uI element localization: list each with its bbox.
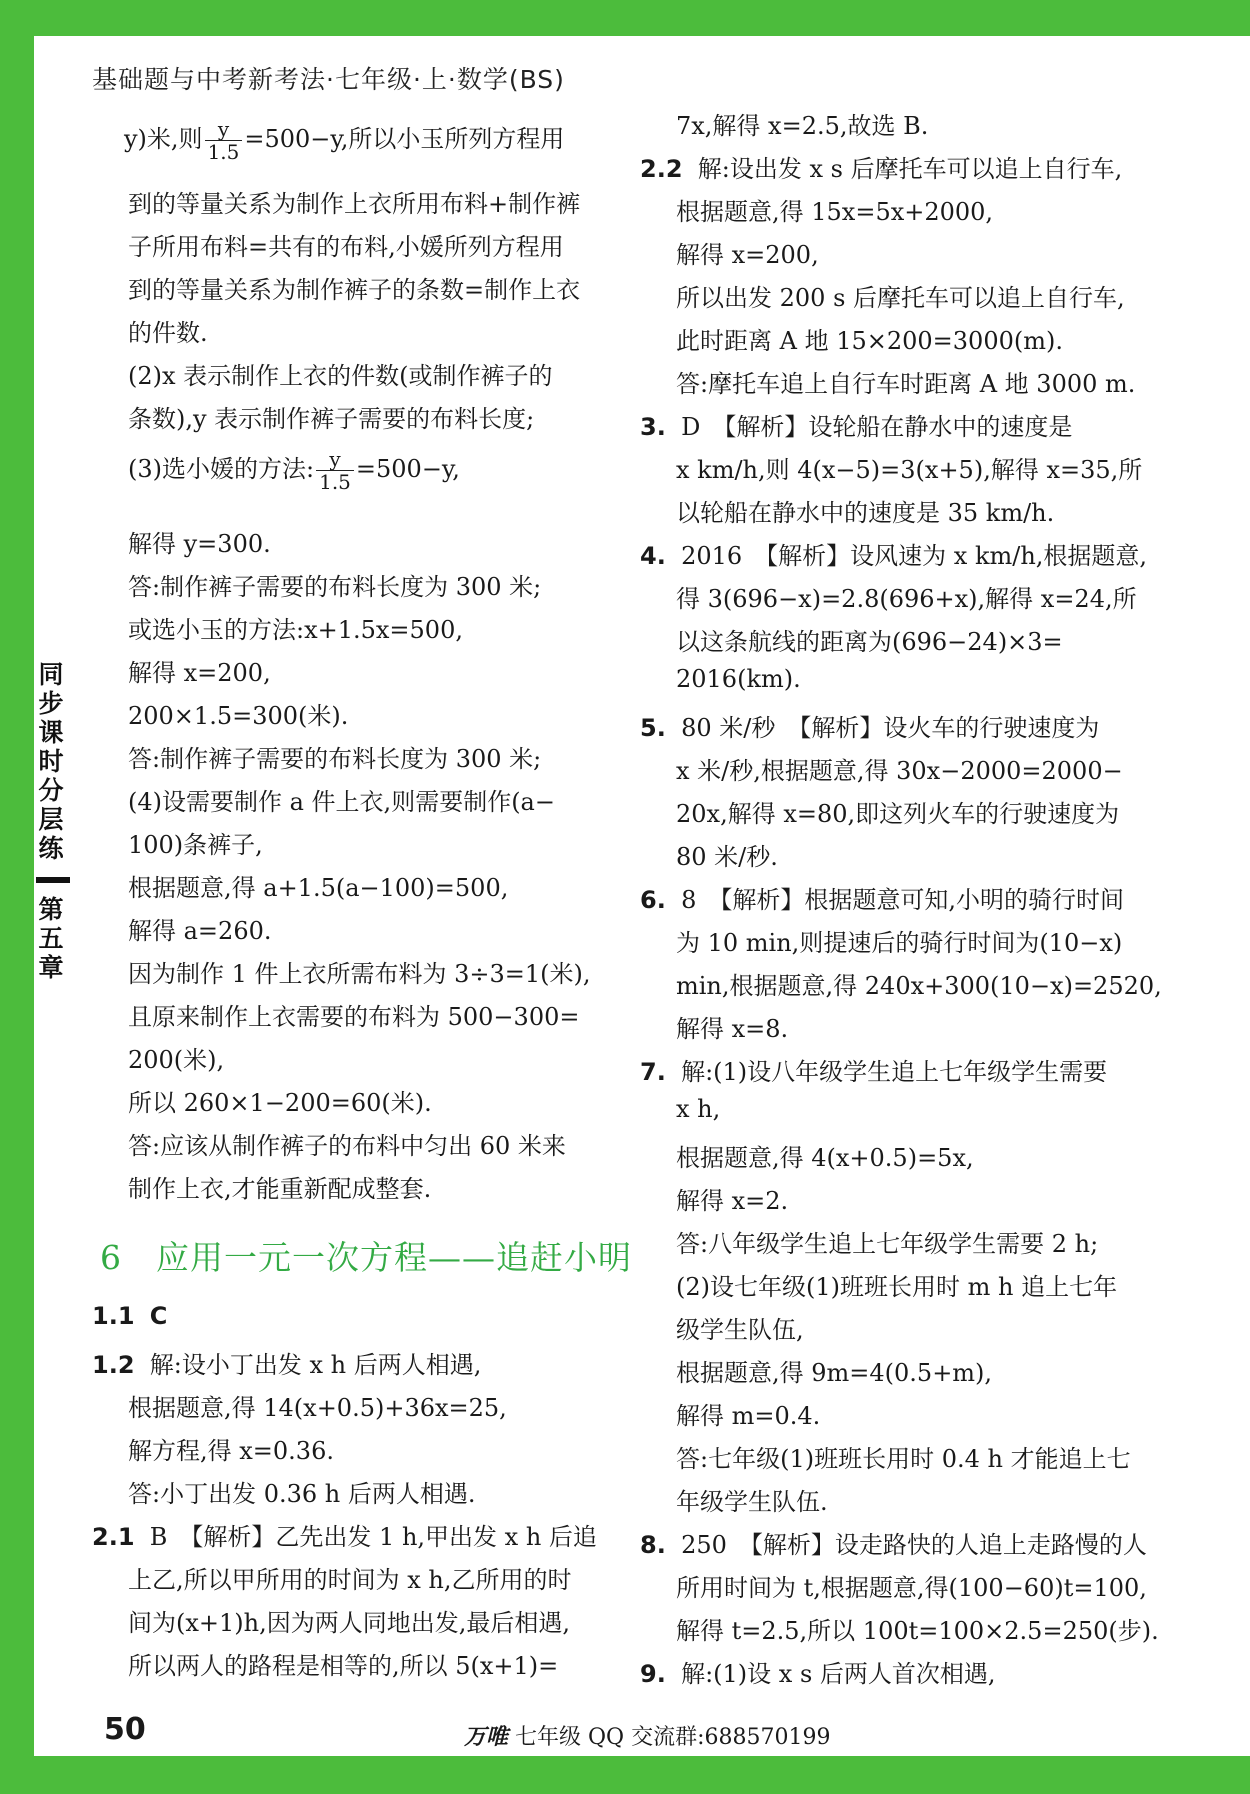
question-2-1 xyxy=(92,1517,597,1552)
text-line: 子所用布料=共有的布料,小媛所列方程用 xyxy=(128,233,564,261)
question-number: 2.1 xyxy=(92,1523,135,1551)
text-line: 解得 a=260. xyxy=(128,917,272,945)
question-text: 解:设小丁出发 x h 后两人相遇, xyxy=(149,1351,482,1379)
fraction-denominator: 1.5 xyxy=(319,470,351,494)
text-line: 的件数. xyxy=(128,319,208,347)
text-line: 到的等量关系为制作上衣所用布料+制作裤 xyxy=(128,190,581,218)
text-line: 解得 x=8. xyxy=(676,1015,789,1043)
question-text: 8 【解析】根据题意可知,小明的骑行时间 xyxy=(681,886,1124,914)
text-line: x 米/秒,根据题意,得 30x−2000=2000− xyxy=(676,757,1123,785)
section-title: 6 应用一元一次方程——追赶小明 xyxy=(100,1238,632,1277)
question-1-2 xyxy=(92,1345,481,1380)
question-number: 4. xyxy=(640,542,666,570)
text-line: 上乙,所以甲所用的时间为 x h,乙所用的时 xyxy=(128,1566,572,1594)
text-line: 200×1.5=300(米). xyxy=(128,702,349,730)
text-line: 解得 m=0.4. xyxy=(676,1402,821,1430)
sidebar-label-chapter xyxy=(38,895,64,982)
text-line: 200(米), xyxy=(128,1046,225,1074)
question-number: 1.2 xyxy=(92,1351,135,1379)
text-line: (2)x 表示制作上衣的件数(或制作裤子的 xyxy=(128,362,553,390)
text-line: 80 米/秒. xyxy=(676,843,778,871)
question-text: 80 米/秒 【解析】设火车的行驶速度为 xyxy=(681,714,1100,742)
text-line: 条数),y 表示制作裤子需要的布料长度; xyxy=(128,405,535,433)
text-line: 到的等量关系为制作裤子的条数=制作上衣 xyxy=(128,276,581,304)
question-number: 8. xyxy=(640,1531,666,1559)
text-line: 或选小玉的方法:x+1.5x=500, xyxy=(128,616,463,644)
text-fragment: (3)选小媛的方法: xyxy=(128,455,315,483)
sidebar-char: 课 xyxy=(38,718,64,747)
text-line: 且原来制作上衣需要的布料为 500−300= xyxy=(128,1003,580,1031)
text-line: 答:八年级学生追上七年级学生需要 2 h; xyxy=(676,1230,1099,1258)
text-line: 根据题意,得 9m=4(0.5+m), xyxy=(676,1359,993,1387)
sidebar-char: 第 xyxy=(38,895,64,924)
question-answer: C xyxy=(149,1302,168,1330)
question-2-2 xyxy=(640,149,1122,184)
question-text: 解:(1)设 x s 后两人首次相遇, xyxy=(681,1660,996,1688)
sidebar-char: 时 xyxy=(38,747,64,776)
text-line: (2)设七年级(1)班班长用时 m h 追上七年 xyxy=(676,1273,1118,1301)
footer-logo: 万唯 xyxy=(464,1725,509,1750)
footer-text xyxy=(464,1720,830,1751)
text-line: 以这条航线的距离为(696−24)×3= xyxy=(676,628,1063,656)
question-text: B 【解析】乙先出发 1 h,甲出发 x h 后追 xyxy=(149,1523,597,1551)
text-line: (4)设需要制作 a 件上衣,则需要制作(a− xyxy=(128,788,555,816)
text-line: 因为制作 1 件上衣所需布料为 3÷3=1(米), xyxy=(128,960,591,988)
question-number: 5. xyxy=(640,714,666,742)
sidebar-char: 练 xyxy=(38,834,64,863)
question-text: 解:(1)设八年级学生追上七年级学生需要 xyxy=(681,1058,1108,1086)
text-line: 100)条裤子, xyxy=(128,831,263,859)
text-line: 此时距离 A 地 15×200=3000(m). xyxy=(676,327,1063,355)
text-line: 答:摩托车追上自行车时距离 A 地 3000 m. xyxy=(676,370,1136,398)
text-fragment: =500−y, xyxy=(355,455,460,483)
question-1-1 xyxy=(92,1302,167,1330)
text-line: x km/h,则 4(x−5)=3(x+5),解得 x=35,所 xyxy=(676,456,1143,484)
sidebar-char: 层 xyxy=(38,805,64,834)
text-line: 所以 260×1−200=60(米). xyxy=(128,1089,432,1117)
text-line: 答:七年级(1)班班长用时 0.4 h 才能追上七 xyxy=(676,1445,1131,1473)
fraction-numerator: y xyxy=(316,448,354,471)
text-line: 以轮船在静水中的速度是 35 km/h. xyxy=(676,499,1055,527)
text-line: 解得 x=200, xyxy=(676,241,819,269)
question-number: 1.1 xyxy=(92,1302,135,1330)
question-text: 250 【解析】设走路快的人追上走路慢的人 xyxy=(681,1531,1147,1559)
left-green-band xyxy=(0,0,34,1794)
text-line: x h, xyxy=(676,1095,721,1123)
text-line: 答:应该从制作裤子的布料中匀出 60 米来 xyxy=(128,1132,566,1160)
question-number: 7. xyxy=(640,1058,666,1086)
text-line: 答:小丁出发 0.36 h 后两人相遇. xyxy=(128,1480,476,1508)
text-line: 所以出发 200 s 后摩托车可以追上自行车, xyxy=(676,284,1125,312)
text-line: 根据题意,得 14(x+0.5)+36x=25, xyxy=(128,1394,507,1422)
question-5 xyxy=(640,708,1099,743)
sidebar-char: 五 xyxy=(38,924,64,953)
text-line xyxy=(124,118,564,163)
sidebar-char: 章 xyxy=(38,953,64,982)
question-text: 解:设出发 x s 后摩托车可以追上自行车, xyxy=(697,155,1123,183)
text-line xyxy=(128,448,460,493)
question-number: 9. xyxy=(640,1660,666,1688)
right-green-corner xyxy=(1228,0,1250,36)
footer-qq-group: 七年级 QQ 交流群:688570199 xyxy=(515,1725,831,1750)
text-line: 根据题意,得 15x=5x+2000, xyxy=(676,198,994,226)
text-line: min,根据题意,得 240x+300(10−x)=2520, xyxy=(676,972,1162,1000)
text-fragment: y)米,则 xyxy=(124,125,203,153)
text-line: 解得 x=2. xyxy=(676,1187,789,1215)
top-green-band xyxy=(0,0,1250,36)
text-line: 得 3(696−x)=2.8(696+x),解得 x=24,所 xyxy=(676,585,1137,613)
text-line: 解得 y=300. xyxy=(128,530,271,558)
bottom-green-band xyxy=(0,1756,1250,1794)
fraction-numerator: y xyxy=(205,118,243,141)
text-line: 答:制作裤子需要的布料长度为 300 米; xyxy=(128,745,542,773)
fraction xyxy=(205,118,243,163)
text-line: 为 10 min,则提速后的骑行时间为(10−x) xyxy=(676,929,1123,957)
text-fragment: =500−y,所以小玉所列方程用 xyxy=(244,125,565,153)
text-line: 答:制作裤子需要的布料长度为 300 米; xyxy=(128,573,542,601)
text-line: 解方程,得 x=0.36. xyxy=(128,1437,334,1465)
text-line: 解得 x=200, xyxy=(128,659,271,687)
fraction-denominator: 1.5 xyxy=(207,140,240,164)
question-6 xyxy=(640,880,1124,915)
page-number: 50 xyxy=(104,1712,146,1747)
sidebar-char: 同 xyxy=(38,660,64,689)
text-line: 所用时间为 t,根据题意,得(100−60)t=100, xyxy=(676,1574,1147,1602)
text-line: 2016(km). xyxy=(676,665,801,693)
text-line: 解得 t=2.5,所以 100t=100×2.5=250(步). xyxy=(676,1617,1159,1645)
text-line: 年级学生队伍. xyxy=(676,1488,828,1516)
text-line: 所以两人的路程是相等的,所以 5(x+1)= xyxy=(128,1652,559,1680)
question-9 xyxy=(640,1654,996,1689)
page-header: 基础题与中考新考法·七年级·上·数学(BS) xyxy=(92,65,565,94)
text-line: 制作上衣,才能重新配成整套. xyxy=(128,1175,432,1203)
text-line: 7x,解得 x=2.5,故选 B. xyxy=(676,112,929,140)
text-line: 根据题意,得 a+1.5(a−100)=500, xyxy=(128,874,509,902)
question-7 xyxy=(640,1052,1107,1087)
sidebar-char: 步 xyxy=(38,689,64,718)
fraction xyxy=(316,448,354,493)
question-3 xyxy=(640,407,1072,442)
sidebar-char: 分 xyxy=(38,776,64,805)
text-line: 间为(x+1)h,因为两人同地出发,最后相遇, xyxy=(128,1609,570,1637)
question-number: 3. xyxy=(640,413,666,441)
text-line: 20x,解得 x=80,即这列火车的行驶速度为 xyxy=(676,800,1120,828)
question-text: D 【解析】设轮船在静水中的速度是 xyxy=(681,413,1073,441)
text-line: 级学生队伍, xyxy=(676,1316,804,1344)
question-number: 6. xyxy=(640,886,666,914)
question-8 xyxy=(640,1525,1147,1560)
sidebar-label-sync-practice xyxy=(38,660,64,863)
sidebar-divider xyxy=(36,877,70,883)
question-number: 2.2 xyxy=(640,155,683,183)
question-text: 2016 【解析】设风速为 x km/h,根据题意, xyxy=(681,542,1148,570)
text-line: 根据题意,得 4(x+0.5)=5x, xyxy=(676,1144,974,1172)
question-4 xyxy=(640,536,1147,571)
